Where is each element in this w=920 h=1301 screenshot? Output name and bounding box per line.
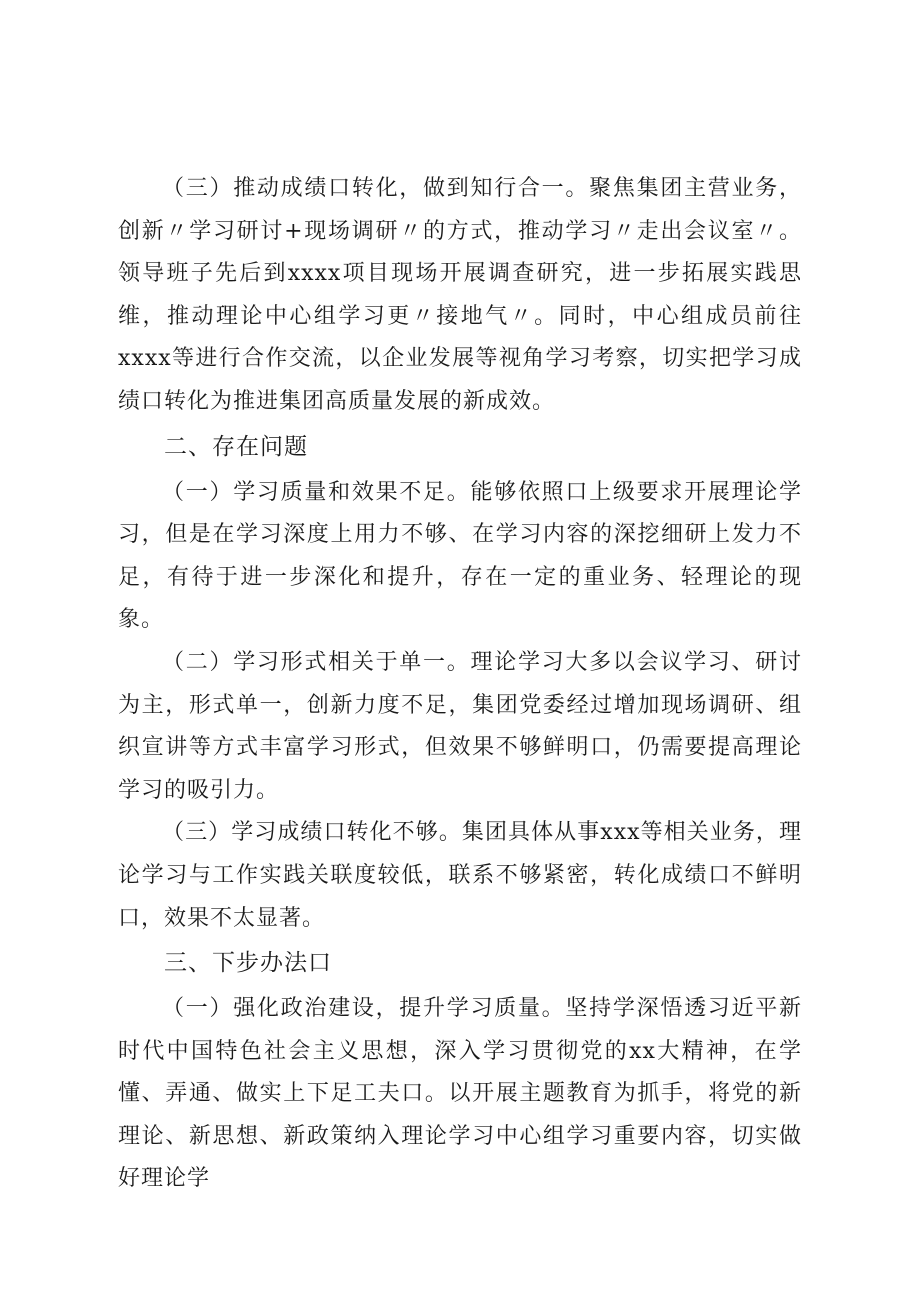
paragraph-problem-format: （二）学习形式相关于单一。理论学习大多以会议学习、研讨为主，形式单一，创新力度不足，集团党委经过增加现场调研、组织宣讲等方式丰富学习形式，但效果不够鲜明口，仍需要提高理论学习的吸引力。 [118, 649, 802, 803]
section-heading-existing-problems: 二、存在问题 [164, 433, 308, 460]
paragraph-achievement-transformation: （三）推动成绩口转化，做到知行合一。聚焦集团主营业务，创新〃学习研讨+现场调研〃的方式，推动学习〃走出会议室〃。领导班子先后到xxxx项目现场开展调查研究，进一步拓展实践思维，推动理论中心组学习更〃接地气〃。同时，中心组成员前往xxxx等进行合作交流，以企业发展等视角学习考察，切实把学习成绩口转化为推进集团高质量发展的新成效。 [118, 176, 802, 414]
paragraph-problem-transformation: （三）学习成绩口转化不够。集团具体从事xxx等相关业务，理论学习与工作实践关联度较低，联系不够紧密，转化成绩口不鲜明口，效果不太显著。 [118, 820, 802, 931]
document-body [118, 168, 802, 1201]
paragraph-problem-quality: （一）学习质量和效果不足。能够依照口上级要求开展理论学习，但是在学习深度上用力不够、在学习内容的深挖细研上发力不足，有待于进一步深化和提升，存在一定的重业务、轻理论的现象。 [118, 479, 802, 633]
paragraph-next-step-political: （一）强化政治建设，提升学习质量。坚持学深悟透习近平新时代中国特色社会主义思想，深入学习贯彻党的xx大精神，在学懂、弄通、做实上下足工夫口。以开展主题教育为抓手，将党的新理论、新思想、新政策纳入理论学习中心组学习重要内容，切实做好理论学 [118, 996, 802, 1192]
section-heading-next-steps: 三、下步办法口 [164, 950, 332, 977]
